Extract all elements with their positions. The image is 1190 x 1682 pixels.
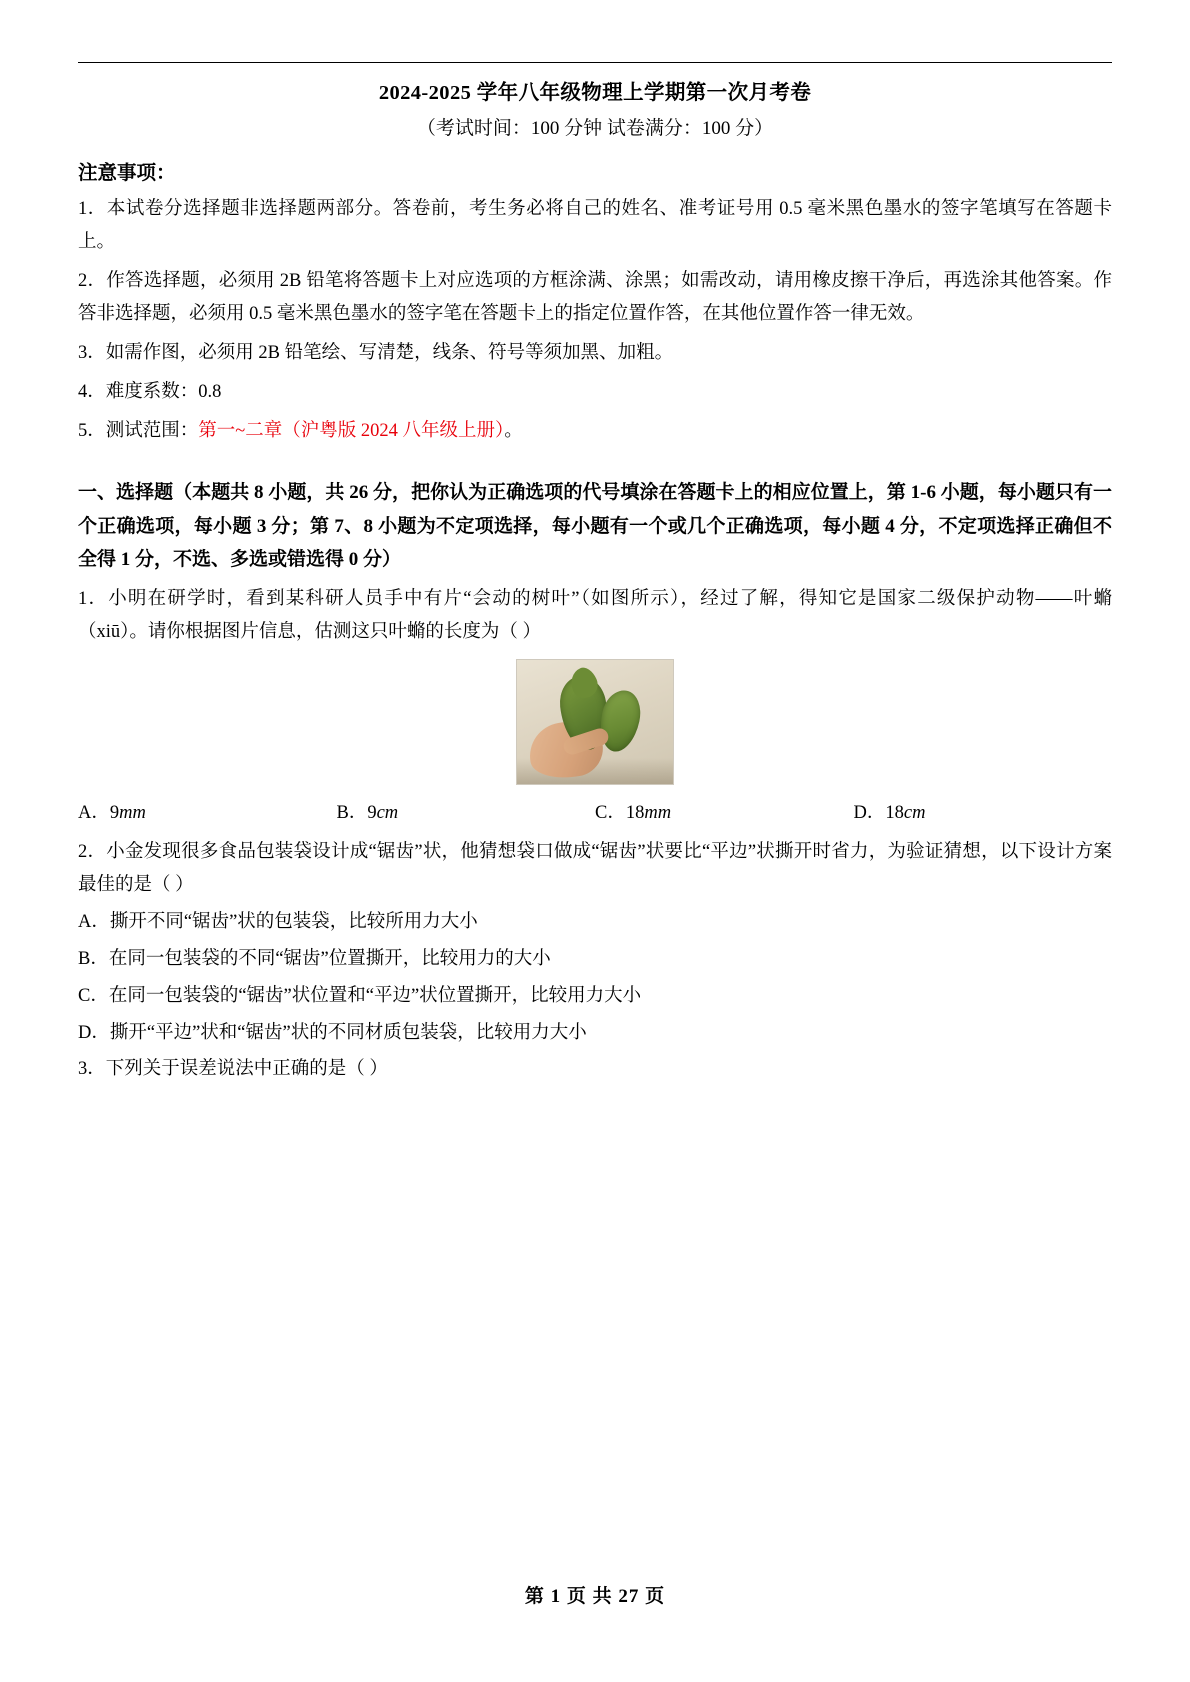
notice-item-2: 2．作答选择题，必须用 2B 铅笔将答题卡上对应选项的方框涂满、涂黑；如需改动，请用橡皮擦干净后，再选涂其他答案。作答非选择题，必须用 0.5 毫米黑色墨水的签字笔在答题卡上的指定位置作答，在其他位置作答一律无效。 xyxy=(78,271,1112,325)
option-b-label: B．9 xyxy=(336,802,377,823)
option-b-unit: cm xyxy=(376,802,399,823)
option-c-label: C．18 xyxy=(595,802,645,823)
question-2-choice-d: D．撕开“平边”状和“锯齿”状的不同材质包装袋，比较用力大小 xyxy=(78,1022,587,1043)
exam-subtitle: （考试时间：100 分钟 试卷满分：100 分） xyxy=(416,117,774,139)
leaf-insect-photo xyxy=(516,659,674,785)
page-content xyxy=(78,0,1112,1086)
notice-item-1: 1．本试卷分选择题非选择题两部分。答卷前，考生务必将自己的姓名、准考证号用 0.5 毫米黑色墨水的签字笔填写在答题卡上。 xyxy=(78,199,1112,253)
notice-range-highlight: 第一~二章（沪粤版 2024 八年级上册） xyxy=(198,420,505,441)
notice-item-5 xyxy=(78,415,1112,448)
question-1-option-b xyxy=(337,797,596,830)
question-2-choice-b: B．在同一包装袋的不同“锯齿”位置撕开，比较用力的大小 xyxy=(78,948,551,969)
option-c-unit: mm xyxy=(644,802,672,823)
notice-range-prefix: 5．测试范围： xyxy=(78,420,199,441)
option-a-label: A．9 xyxy=(78,802,120,823)
notice-item-4: 4．难度系数：0.8 xyxy=(78,381,222,402)
question-2-choice-c: C．在同一包装袋的“锯齿”状位置和“平边”状位置撕开，比较用力大小 xyxy=(78,985,642,1006)
section-heading-choice-questions: 一、选择题（本题共 8 小题，共 26 分，把你认为正确选项的代号填涂在答题卡上的相应位置上，第 1-6 小题，每小题只有一个正确选项，每小题 3 分；第 7、8 小题为不定项选择，每小题有一个或几个正确选项，每小题 4 分，不定项选择正确但不全得 1 分，不选、多选或错选得 0 分） xyxy=(78,481,1112,571)
question-1-option-c xyxy=(595,797,854,830)
question-2-text: 2．小金发现很多食品包装袋设计成“锯齿”状，他猜想袋口做成“锯齿”状要比“平边”状撕开时省力，为验证猜想，以下设计方案最佳的是（ ） xyxy=(78,841,1112,895)
page-title: 2024-2025 学年八年级物理上学期第一次月考卷 xyxy=(378,82,812,104)
option-d-unit: cm xyxy=(903,802,926,823)
header-rule xyxy=(78,62,1112,63)
question-1-text: 1．小明在研学时，看到某科研人员手中有片“会动的树叶”（如图所示），经过了解，得知它是国家二级保护动物——叶䗛（xiū）。请你根据图片信息，估测这只叶䗛的长度为（ ） xyxy=(78,589,1112,643)
question-1-figure-wrap xyxy=(78,659,1112,785)
question-1-option-a xyxy=(78,797,337,830)
notice-range-suffix: 。 xyxy=(504,420,523,441)
notice-heading: 注意事项： xyxy=(78,163,176,185)
question-1-options xyxy=(78,797,1112,830)
question-2-choice-a: A．撕开不同“锯齿”状的包装袋，比较所用力大小 xyxy=(78,911,478,932)
notice-item-3: 3．如需作图，必须用 2B 铅笔绘、写清楚，线条、符号等须加黑、加粗。 xyxy=(78,342,674,363)
page-footer: 第 1 页 共 27 页 xyxy=(524,1586,666,1607)
question-1-option-d xyxy=(854,797,1113,830)
question-3-text: 3．下列关于误差说法中正确的是（ ） xyxy=(78,1059,388,1080)
option-a-unit: mm xyxy=(119,802,146,823)
option-d-label: D．18 xyxy=(853,802,904,823)
